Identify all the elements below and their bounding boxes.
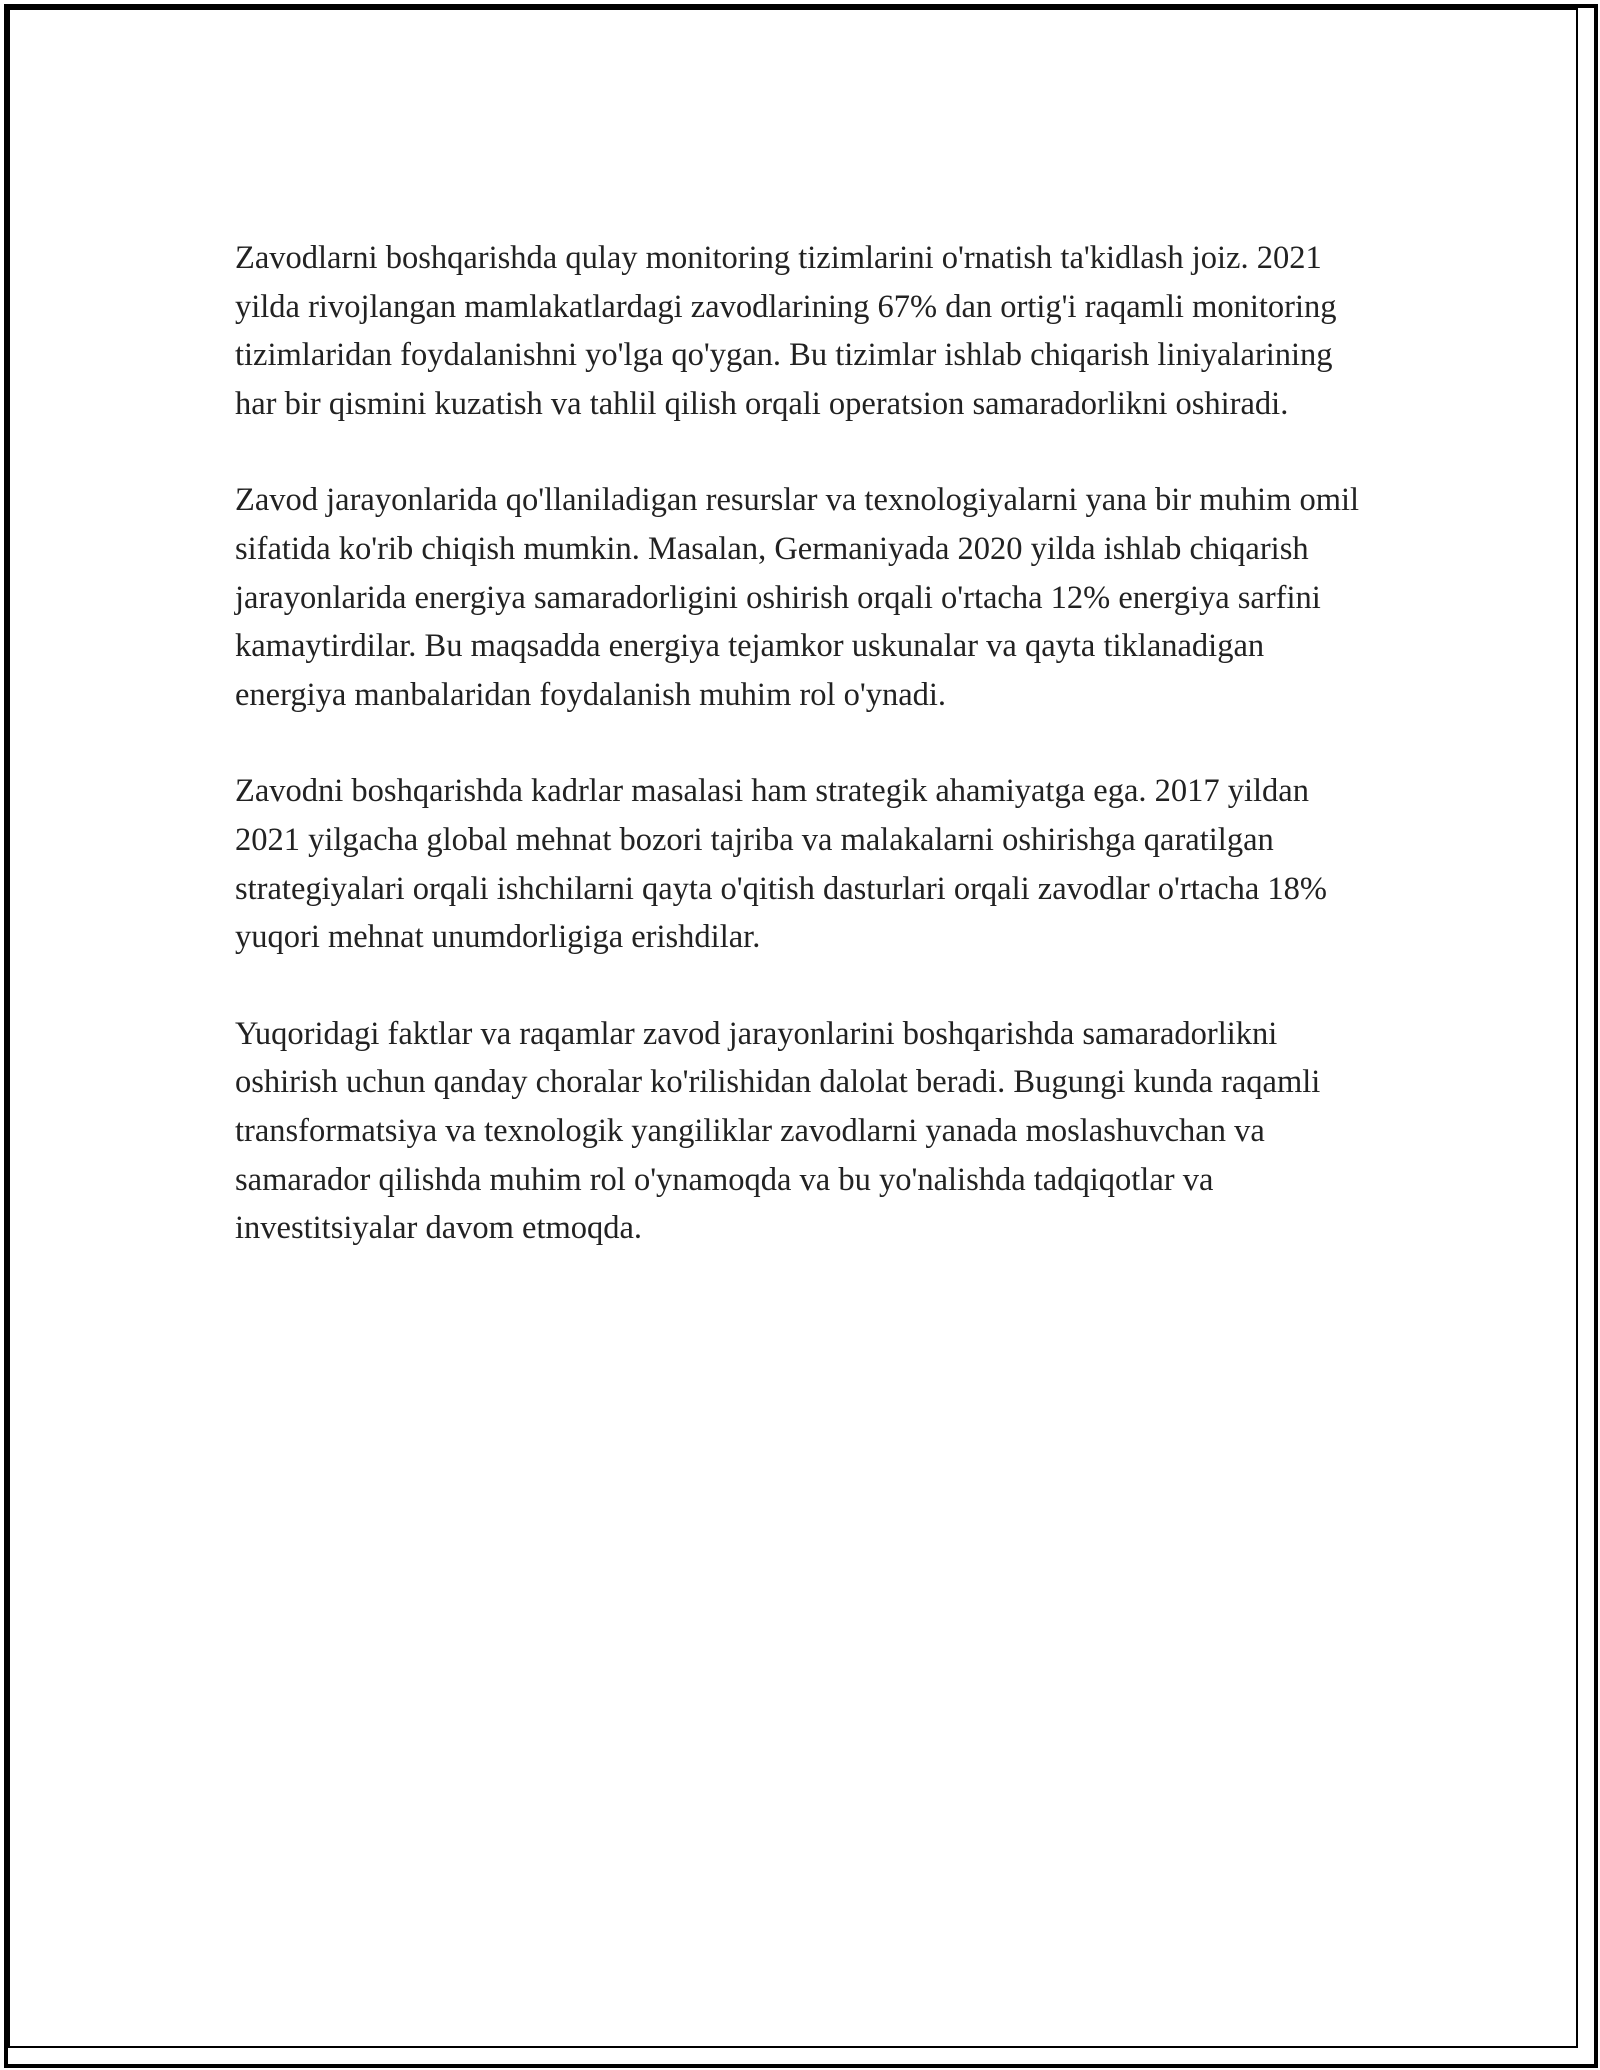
paragraph-4: Yuqoridagi faktlar va raqamlar zavod jarayonlarini boshqarishda samaradorlikni oshirish uchun qanday choralar ko'rilishidan dalolat beradi. Bugungi kunda raqamli transformatsiya va texnologik yangiliklar zavodlarni yanada moslashuvchan va samarador qilishda muhim rol o'ynamoqda va bu yo'nalishda tadqiqotlar va investitsiyalar davom etmoqda. (235, 1015, 1321, 1247)
paragraph-1: Zavodlarni boshqarishda qulay monitoring tizimlarini o'rnatish ta'kidlash joiz. 2021 yilda rivojlangan mamlakatlardagi zavodlarining 67% dan ortig'i raqamli monitoring tizimlaridan foydalanishni yo'lga qo'ygan. Bu tizimlar ishlab chiqarish liniyalarining har bir qismini kuzatish va tahlil qilish orqali operatsion samaradorlikni oshiradi. (235, 240, 1337, 422)
paragraph-2: Zavod jarayonlarida qo'llaniladigan resurslar va texnologiyalarni yana bir muhim omil sifatida ko'rib chiqish mumkin. Masalan, Germaniyada 2020 yilda ishlab chiqarish jarayonlarida energiya samaradorligini oshirish orqali o'rtacha 12% energiya sarfini kamaytirdilar. Bu maqsadda energiya tejamkor uskunalar va qayta tiklanadigan energiya manbalaridan foydalanish muhim rol o'ynadi. (235, 482, 1360, 713)
document-body (235, 234, 1365, 1301)
paragraph-3: Zavodni boshqarishda kadrlar masalasi ham strategik ahamiyatga ega. 2017 yildan 2021 yilgacha global mehnat bozori tajriba va malakalarni oshirishga qaratilgan strategiyalari orqali ishchilarni qayta o'qitish dasturlari orqali zavodlar o'rtacha 18% yuqori mehnat unumdorligiga erishdilar. (235, 773, 1327, 956)
